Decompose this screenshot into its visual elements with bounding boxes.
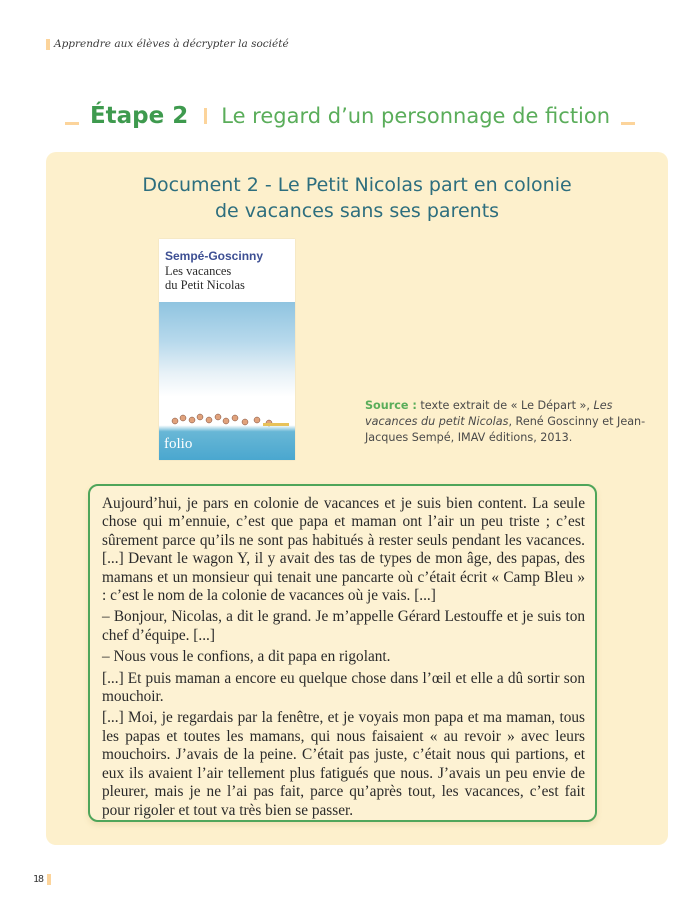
swimmers-illustration-icon [165, 411, 289, 429]
excerpt-paragraph: [...] Et puis maman a encore eu quelque chose dans l’œil et elle a dû sortir son mouchoir. [102, 669, 585, 706]
cover-title [165, 264, 245, 292]
step-label: Étape 2 [89, 103, 189, 129]
page-number: 18 [33, 874, 44, 885]
excerpt-paragraph: – Nous vous le confions, a dit papa en rigolant. [102, 648, 391, 666]
source-label: Source : [365, 399, 417, 412]
excerpt-paragraph: [...] Moi, je regardais par la fenêtre, et je voyais mon papa et ma maman, tous les papas et toutes les mamans, qui nous faisaient « au revoir » avec leurs mouchoirs. J’avais de la peine. C’était pas juste, c’était nous qui partions, et eux ils avaient l’air tellement plus fatigués que nous. J’avais un peu envie de pleurer, mais je ne l’ai pas fait, parce qu’après tout, les vacances, c’est fait pour rigoler et tout va très bien se passer. [102, 709, 585, 819]
document-title-line-2: de vacances sans ses parents [214, 200, 500, 222]
cover-title-line-1: Les vacances [165, 264, 232, 278]
heading-dash-left [65, 122, 79, 125]
source-citation [365, 398, 655, 446]
running-head [46, 38, 289, 50]
document-panel [46, 152, 668, 845]
page-footer [33, 874, 51, 885]
step-heading [0, 98, 700, 135]
document-title [46, 172, 668, 224]
step-title: Le regard d’un personnage de fiction [221, 104, 611, 128]
heading-separator [204, 108, 207, 124]
page-number-marker [47, 874, 51, 885]
excerpt-paragraph: Aujourd’hui, je pars en colonie de vacances et je suis bien content. La seule chose qui m’ennuie, c’est que papa et maman ont l’air un peu triste ; c’est sûrement parce qu’ils ne sont pas habitués à rester seuls pendant les vacances. [...] Devant le wagon Y, il y avait des tas de types de mon âge, des papas, des mamans et un monsieur qui tenait une pancarte où c’était écrit « Camp Bleu » : c’est le nom de la colonie de vacances où je vais. [...] [102, 495, 585, 605]
cover-title-line-2: du Petit Nicolas [165, 278, 245, 292]
excerpt-paragraph: – Bonjour, Nicolas, a dit le grand. Je m’appelle Gérard Lestouffe et je suis ton chef d’équipe. [...] [102, 608, 585, 644]
running-head-text: Apprendre aux élèves à décrypter la société [54, 38, 289, 50]
cover-publisher: folio [164, 436, 193, 452]
running-head-marker [46, 39, 50, 50]
source-text-before: texte extrait de « Le Départ », [416, 399, 590, 412]
source-work-title: Les vacances du petit Nicolas [365, 399, 613, 428]
excerpt-box [88, 484, 597, 822]
document-title-line-1: Document 2 - Le Petit Nicolas part en colonie [142, 174, 572, 196]
heading-dash-right [621, 122, 635, 125]
cover-author: Sempé-Goscinny [165, 249, 264, 263]
source-text-after: , René Goscinny et Jean-Jacques Sempé, IMAV éditions, 2013. [365, 415, 646, 444]
book-cover-image [159, 239, 295, 460]
